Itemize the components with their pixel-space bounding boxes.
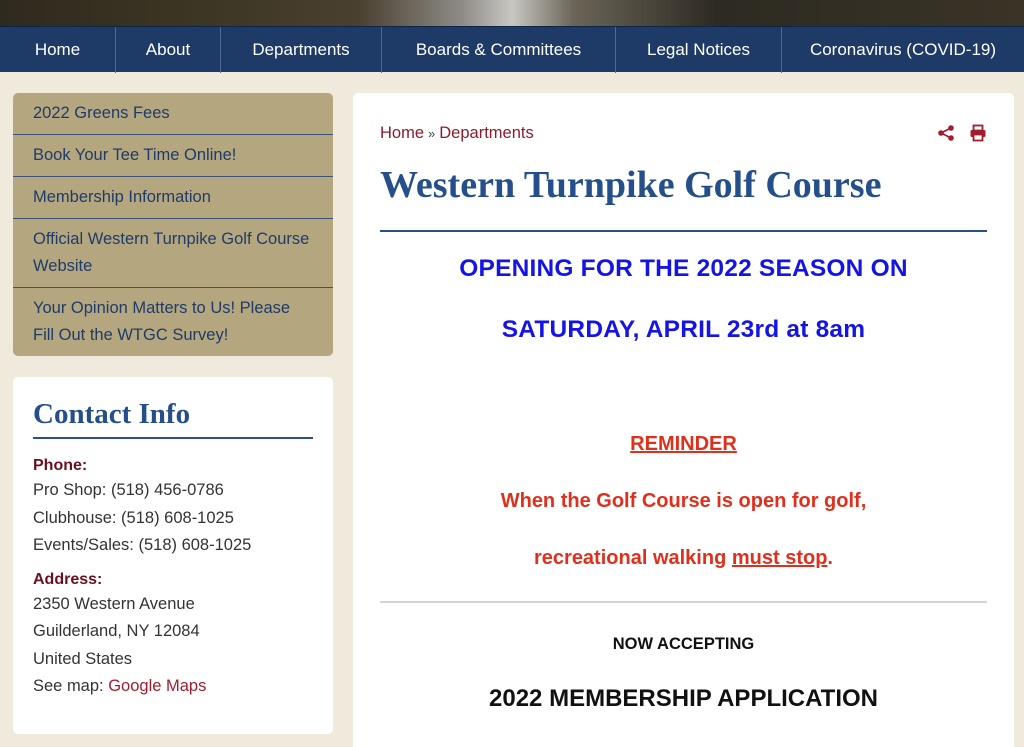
breadcrumb-home[interactable]: Home (380, 124, 425, 142)
sidebar-item-membership[interactable]: Membership Information (13, 177, 333, 219)
phone-label: Phone: (33, 457, 88, 474)
main-content (353, 93, 1014, 747)
address-city: Guilderland, NY 12084 (33, 622, 200, 640)
breadcrumb (380, 124, 534, 143)
share-icon[interactable] (937, 124, 955, 142)
map-line (33, 673, 313, 701)
header-banner-image (0, 0, 1024, 26)
page-tools (937, 124, 987, 142)
reminder-heading: REMINDER (630, 433, 737, 455)
google-maps-link[interactable]: Google Maps (108, 677, 207, 695)
main-navigation (0, 26, 1024, 72)
contact-info-box (13, 377, 333, 734)
nav-legal-notices[interactable]: Legal Notices (616, 27, 782, 73)
reminder-emphasis: must stop (731, 547, 828, 569)
phone-events: Events/Sales: (518) 608-1025 (33, 536, 252, 554)
nav-coronavirus[interactable]: Coronavirus (COVID-19) (809, 40, 997, 59)
reminder-line-2 (380, 547, 987, 570)
reminder-line-1: When the Golf Course is open for golf, (500, 490, 867, 512)
page-title: Western Turnpike Golf Course (380, 161, 987, 232)
map-prefix: See map: (33, 677, 104, 695)
section-divider (380, 601, 987, 603)
reminder-heading-wrap (380, 433, 987, 456)
breadcrumb-separator: » (428, 126, 436, 141)
address-country: United States (33, 649, 133, 668)
phone-pro-shop: Pro Shop: (518) 456-0786 (33, 481, 224, 499)
opening-line-1: OPENING FOR THE 2022 SEASON ON (459, 255, 908, 282)
contact-title: Contact Info (33, 395, 313, 439)
breadcrumb-departments[interactable]: Departments (439, 124, 534, 142)
nav-home[interactable]: Home (0, 27, 116, 73)
reminder-line-2-prefix: recreational walking (534, 547, 732, 569)
sidebar-menu (13, 93, 333, 356)
print-icon[interactable] (969, 124, 987, 142)
nav-about[interactable]: About (116, 27, 221, 73)
address-street: 2350 Western Avenue (33, 594, 195, 613)
now-accepting: NOW ACCEPTING (612, 635, 755, 653)
sidebar-item-official-website[interactable]: Official Western Turnpike Golf Course Website (13, 219, 333, 288)
nav-departments[interactable]: Departments (221, 27, 382, 73)
reminder-line-2-suffix: . (827, 547, 833, 569)
sidebar-item-survey[interactable]: Your Opinion Matters to Us! Please Fill Out the WTGC Survey! (33, 299, 291, 344)
opening-line-2: SATURDAY, APRIL 23rd at 8am (501, 316, 866, 343)
phone-clubhouse: Clubhouse: (518) 608-1025 (33, 508, 234, 527)
address-label: Address: (33, 570, 103, 588)
sidebar-item-tee-time[interactable]: Book Your Tee Time Online! (13, 135, 333, 177)
nav-boards-committees[interactable]: Boards & Committees (382, 27, 616, 73)
membership-application-heading: 2022 MEMBERSHIP APPLICATION (489, 685, 878, 712)
sidebar-item-greens-fees[interactable]: 2022 Greens Fees (13, 93, 333, 135)
